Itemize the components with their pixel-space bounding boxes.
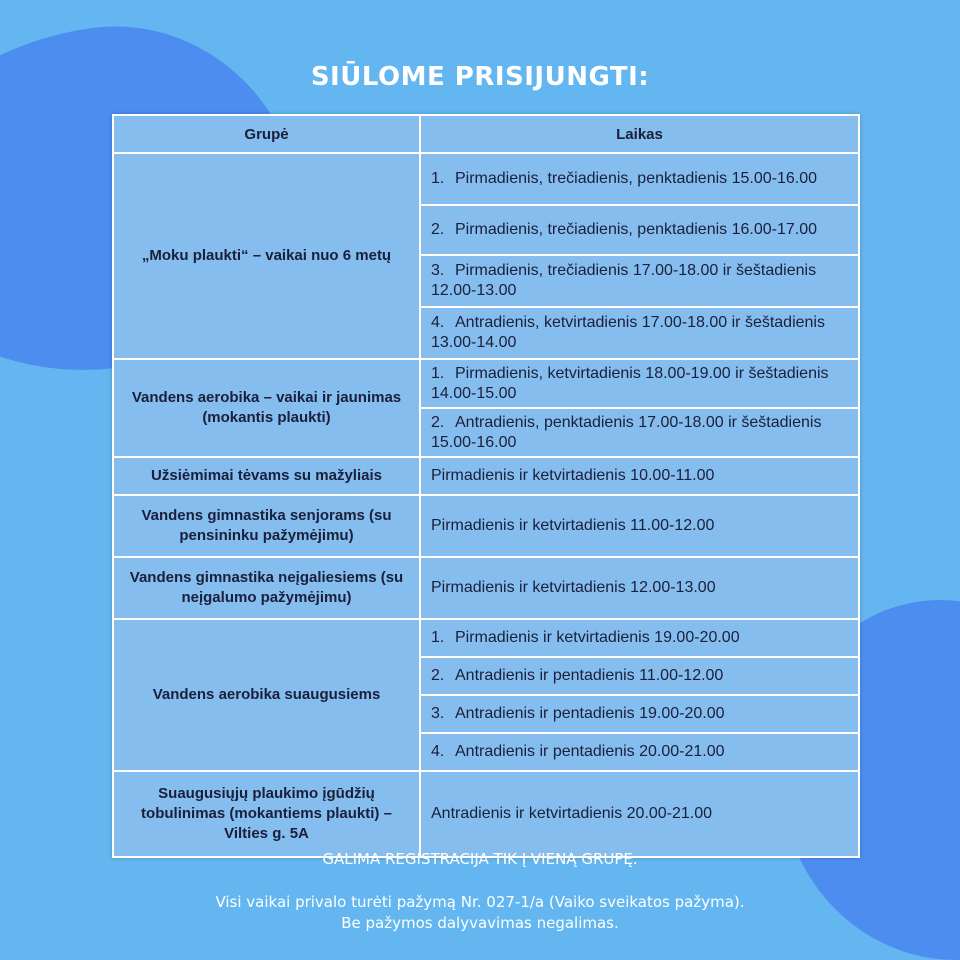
item-number: 1. <box>431 170 445 187</box>
time-text: Antradienis ir pentadienis 19.00-20.00 <box>455 705 725 722</box>
time-cell <box>421 620 858 656</box>
item-number: 2. <box>431 413 445 431</box>
time-text: Pirmadienis, trečiadienis, penktadienis 16.00-17.00 <box>455 221 817 238</box>
time-cell <box>421 409 858 456</box>
time-cell <box>421 772 858 856</box>
health-note-line-2: Be pažymos dalyvavimas negalimas. <box>341 914 619 932</box>
schedule-table <box>112 114 860 858</box>
time-text: Pirmadienis ir ketvirtadienis 12.00-13.00 <box>431 579 716 596</box>
item-number: 2. <box>431 221 445 238</box>
time-cell <box>421 154 858 204</box>
group-name-cell: Vandens aerobika suaugusiems <box>114 620 419 770</box>
table-row <box>114 360 858 407</box>
item-number: 3. <box>431 262 445 279</box>
time-text: Antradienis ir pentadienis 20.00-21.00 <box>455 743 725 760</box>
registration-note: GALIMA REGISTRACIJA TIK Į VIENĄ GRUPĘ. <box>322 850 638 868</box>
time-cell <box>421 360 858 407</box>
header-group: Grupė <box>114 116 419 152</box>
health-certificate-note <box>0 892 960 934</box>
table-row <box>114 558 858 618</box>
time-cell <box>421 658 858 694</box>
group-name-cell: Vandens gimnastika neįgaliesiems (su neįgalumo pažymėjimu) <box>114 558 419 618</box>
group-name-cell: Užsiėmimai tėvams su mažyliais <box>114 458 419 494</box>
table-row <box>114 154 858 204</box>
time-text: Antradienis ir ketvirtadienis 20.00-21.00 <box>431 805 713 822</box>
item-number: 4. <box>431 743 445 760</box>
time-text: Antradienis ir pentadienis 11.00-12.00 <box>455 667 724 684</box>
group-name-cell: Vandens aerobika – vaikai ir jaunimas (mokantis plaukti) <box>114 360 419 456</box>
table-row <box>114 496 858 556</box>
time-cell <box>421 734 858 770</box>
table-row <box>114 772 858 856</box>
item-number: 3. <box>431 705 445 722</box>
time-cell <box>421 206 858 254</box>
schedule-body <box>114 154 858 856</box>
page-title: SIŪLOME PRISIJUNGTI: <box>310 62 650 92</box>
group-name-cell: „Moku plaukti“ – vaikai nuo 6 metų <box>114 154 419 358</box>
time-cell <box>421 496 858 556</box>
group-name-cell: Suaugusiųjų plaukimo įgūdžių tobulinimas (mokantiems plaukti) – Vilties g. 5A <box>114 772 419 856</box>
time-cell <box>421 308 858 358</box>
time-text: Pirmadienis, trečiadienis 17.00-18.00 ir šeštadienis 12.00-13.00 <box>431 262 817 299</box>
item-number: 1. <box>431 629 445 646</box>
time-text: Antradienis, penktadienis 17.00-18.00 ir šeštadienis 15.00-16.00 <box>431 413 822 451</box>
time-text: Antradienis, ketvirtadienis 17.00-18.00 ir šeštadienis 13.00-14.00 <box>431 314 825 351</box>
time-text: Pirmadienis, ketvirtadienis 18.00-19.00 ir šeštadienis 14.00-15.00 <box>431 364 829 402</box>
table-row <box>114 458 858 494</box>
item-number: 4. <box>431 314 445 331</box>
table-row <box>114 620 858 656</box>
time-cell <box>421 696 858 732</box>
time-cell <box>421 558 858 618</box>
time-cell <box>421 458 858 494</box>
item-number: 2. <box>431 667 445 684</box>
time-text: Pirmadienis, trečiadienis, penktadienis 15.00-16.00 <box>455 170 817 187</box>
time-text: Pirmadienis ir ketvirtadienis 19.00-20.00 <box>455 629 740 646</box>
time-text: Pirmadienis ir ketvirtadienis 11.00-12.00 <box>431 517 715 534</box>
table-header-row <box>114 116 858 152</box>
item-number: 1. <box>431 364 445 382</box>
health-note-line-1: Visi vaikai privalo turėti pažymą Nr. 027-1/a (Vaiko sveikatos pažyma). <box>215 893 745 911</box>
time-text: Pirmadienis ir ketvirtadienis 10.00-11.00 <box>431 467 715 484</box>
time-cell <box>421 256 858 306</box>
group-name-cell: Vandens gimnastika senjorams (su pensininku pažymėjimu) <box>114 496 419 556</box>
header-time: Laikas <box>421 116 858 152</box>
